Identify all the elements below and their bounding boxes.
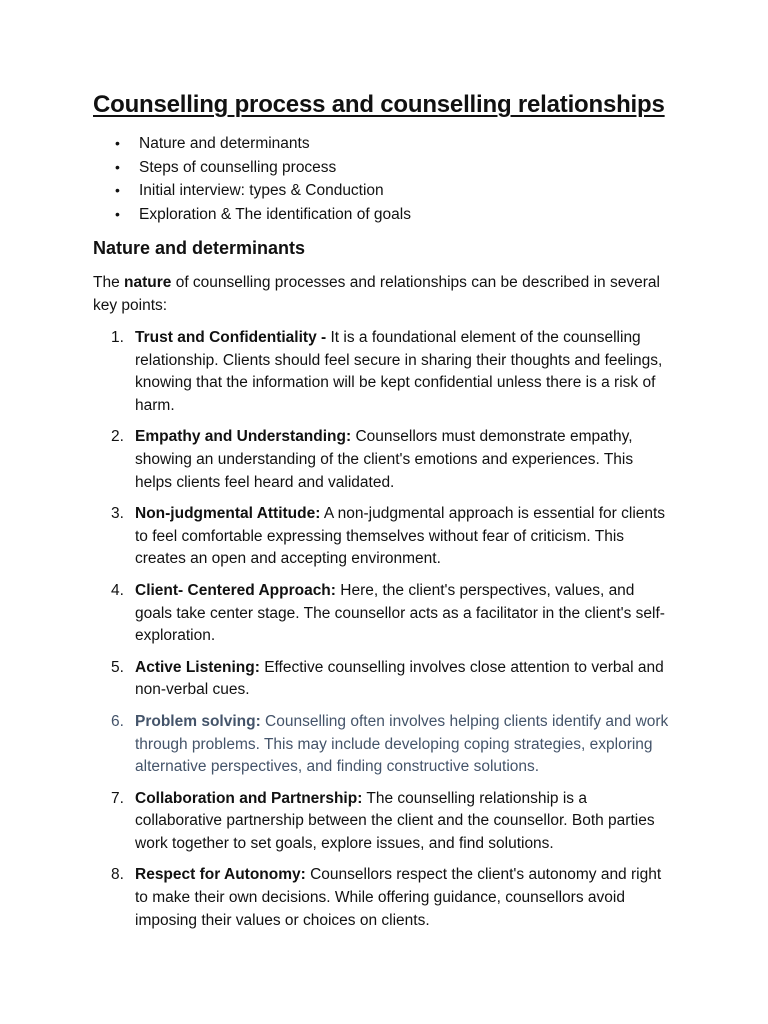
point-number: 2. [111,428,124,446]
key-point-item [93,503,672,571]
topic-label: Nature and determinants [139,135,310,152]
topic-item [93,132,672,156]
point-text: Counselling often involves helping clients identify and work through problems. This may include developing coping strategies, exploring alternative perspectives, and finding constructive solutions. [135,712,669,776]
point-text: Here, the client's perspectives, values, and goals take center stage. The counsellor acts as a facilitator in the client's self-exploration. [135,581,665,645]
point-number: 5. [111,658,124,676]
point-number: 8. [111,866,124,884]
point-term: Problem solving: [135,712,261,730]
topic-item [93,203,672,227]
point-text: A non-judgmental approach is essential for clients to feel comfortable expressing themselves without fear of criticism. This creates an open and accepting environment. [135,505,666,568]
topic-label: Steps of counselling process [139,158,337,176]
key-point-item [93,788,672,856]
bullet-icon: • [115,205,120,222]
key-points-list [93,327,672,932]
point-number: 6. [111,712,124,730]
point-term: Respect for Autonomy: [135,866,306,884]
point-number: 1. [111,329,124,346]
intro-bold: nature [124,274,172,291]
bullet-icon: • [115,182,120,198]
intro-after: of counselling processes and relationships can be described in several key points: [93,274,660,314]
point-text: Counsellors must demonstrate empathy, showing an understanding of the client's emotions and experiences. This helps clients feel heard and validated. [135,428,634,491]
intro-paragraph [93,272,672,317]
key-point-item [93,426,672,494]
page-title: Counselling process and counselling relationships [93,91,665,118]
key-point-item [93,580,672,648]
point-text: The counselling relationship is a collaborative partnership between the client and the counsellor. Both parties work together to set goals, explore issues, and find solutions. [135,789,655,852]
bullet-icon: • [115,158,120,175]
key-point-item [93,327,672,417]
point-text: Effective counselling involves close attention to verbal and non-verbal cues. [135,658,664,699]
point-term: Client- Centered Approach: [135,581,336,599]
topic-item [93,156,672,180]
section-heading: Nature and determinants [93,238,306,258]
key-point-item [93,711,672,779]
topic-list [93,132,672,226]
key-point-item [93,657,672,702]
topic-label: Exploration & The identification of goals [139,205,411,223]
key-point-item [93,864,672,932]
point-number: 7. [111,789,124,807]
topic-item [93,179,672,203]
point-text: Counsellors respect the client's autonomy and right to make their own decisions. While offering guidance, counsellors avoid imposing their values or choices on clients. [135,866,662,929]
bullet-icon: • [115,135,120,151]
point-term: Trust and Confidentiality - [135,329,327,346]
topic-label: Initial interview: types & Conduction [139,182,384,199]
point-term: Collaboration and Partnership: [135,789,363,807]
point-term: Active Listening: [135,658,260,676]
point-number: 4. [111,581,124,599]
point-term: Non-judgmental Attitude: [135,505,321,523]
point-number: 3. [111,505,124,523]
point-term: Empathy and Understanding: [135,428,352,446]
point-text: It is a foundational element of the counselling relationship. Clients should feel secure in sharing their thoughts and feelings, knowing that the information will be kept confidential unless there is a risk of harm. [135,329,663,414]
intro-before: The [93,274,125,291]
